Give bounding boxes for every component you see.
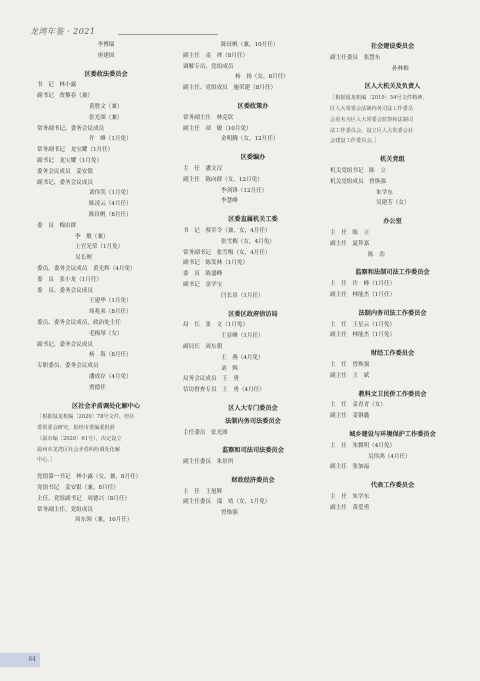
section-note: 区人大常委会法制内务司法工作委员 bbox=[330, 105, 414, 112]
entry-line: 副主任委员 朱景所 bbox=[183, 459, 234, 466]
entry-line: 常务副书记 张雪梅（女，4月任） bbox=[183, 249, 271, 256]
section-heading: 机关党组 bbox=[380, 156, 405, 164]
entry-line: 副书记 金学宝 bbox=[183, 281, 223, 288]
entry-line: 副主任 黄爱勇 bbox=[330, 504, 370, 511]
entry-line: 主任、党组副书记 周德兴（8月任） bbox=[37, 495, 131, 502]
section-note: 委常委会研究，报经市委编委批准 bbox=[37, 425, 115, 432]
column-left bbox=[37, 40, 175, 526]
page-number-tab bbox=[0, 653, 40, 667]
section-note: 法工作委员会，设立区人大常委会社 bbox=[330, 127, 414, 134]
entry-line: 唐建国 bbox=[97, 52, 115, 59]
header-rule bbox=[118, 34, 218, 35]
entry-line: 主 任 潘文汉 bbox=[183, 165, 223, 172]
entry-line: 信访督查专员 王 勇（4月任） bbox=[183, 387, 265, 394]
entry-line: 杨 扬（女，8月任） bbox=[235, 74, 289, 81]
entry-line: 主 任 朱学东 bbox=[330, 493, 370, 500]
entry-line: 张雪梅（女，4月免） bbox=[221, 238, 275, 245]
section-heading: 区人大机关及负责人 bbox=[364, 83, 421, 91]
entry-line: 书 记 蔡军令（兼，女，4月任） bbox=[183, 227, 271, 234]
entry-line: 副主任 张加福 bbox=[330, 464, 370, 471]
entry-line: 许 峰（1月免） bbox=[89, 136, 132, 143]
section-heading: 区委编办 bbox=[240, 154, 266, 162]
section-note: 温州市龙湾区社会矛盾纠纷调处化解 bbox=[37, 446, 121, 453]
spacer bbox=[37, 394, 175, 400]
entry-line: 委 员 陈盛峰 bbox=[183, 271, 223, 278]
entry-line: 吴建芳（女） bbox=[376, 200, 410, 207]
spacer bbox=[330, 260, 455, 266]
section-heading: 办公室 bbox=[383, 218, 402, 226]
section-heading: 区社会矛盾调处化解中心 bbox=[71, 402, 141, 410]
entry-line: 委务会议成员 姜安银 bbox=[37, 168, 93, 175]
entry-line: 机关党组书记 陈 立 bbox=[330, 167, 386, 174]
spacer bbox=[183, 94, 323, 100]
section-note: ［根据温龙机编〔2020〕78号文件，经区 bbox=[37, 414, 135, 421]
entry-line: 周东领（兼，10月任） bbox=[75, 517, 133, 524]
entry-line: 副书记 龙宝耀（1月免） bbox=[37, 157, 103, 164]
entry-line: 常务副主任、党组成员 bbox=[37, 506, 93, 513]
entry-line: 潘成存（4月免） bbox=[89, 373, 132, 380]
section-heading: 财政经济委员会 bbox=[231, 476, 275, 484]
spacer bbox=[183, 438, 323, 444]
entry-line: 陈凌云（4月任） bbox=[89, 201, 132, 208]
entry-line: 主 任 王星云（1月免） bbox=[330, 321, 396, 328]
running-header: 龙湾年鉴 · 2021 bbox=[30, 27, 96, 36]
spacer bbox=[330, 473, 455, 479]
section-heading: 教科文卫民侨工作委员会 bbox=[358, 390, 427, 398]
entry-line: 党组第一书记 林小露（女，兼，8月任） bbox=[37, 474, 142, 481]
section-heading: 社会建设委员会 bbox=[370, 43, 415, 50]
spacer bbox=[183, 302, 323, 308]
spacer bbox=[330, 74, 455, 80]
entry-line: 主 任 朱微明（4月免） bbox=[330, 442, 396, 449]
spacer bbox=[183, 207, 323, 213]
entry-line: 副主任委员 邵 靖（女，1月免） bbox=[183, 499, 271, 506]
section-heading: 区人大专门委员会 bbox=[228, 404, 278, 412]
section-note: 中心。］ bbox=[37, 457, 56, 464]
entry-line: 委员、委务会议成员，政治处主任 bbox=[37, 319, 121, 326]
entry-line: 李 敏（兼） bbox=[75, 233, 109, 240]
section-note: 会更名为区人大常委会监察和法制司 bbox=[330, 116, 414, 123]
spacer bbox=[330, 382, 455, 388]
entry-line: 副书记 贾黎春（兼） bbox=[37, 93, 93, 100]
spacer bbox=[330, 147, 455, 153]
entry-line: 委员、委务会议成员 黄光辉（4月免） bbox=[37, 265, 136, 272]
entry-line: 调解专员、党组成员 bbox=[183, 63, 234, 70]
entry-line: 主 任 姜青青（女） bbox=[330, 402, 386, 409]
section-heading: 城乡建设与环境保护工作委员会 bbox=[349, 430, 436, 438]
entry-line: 副主任 陈向群（女，12月免） bbox=[183, 176, 263, 183]
entry-line: 主 任 许 峰（1月任） bbox=[330, 281, 396, 288]
entry-line: 杨 海（8月任） bbox=[89, 352, 132, 359]
entry-line: 王显峰（1月任） bbox=[221, 333, 264, 340]
entry-line: 上官光荣（1月免） bbox=[75, 244, 124, 251]
entry-line: 孙林根 bbox=[392, 65, 409, 72]
section-heading: 区委直属机关工委 bbox=[228, 216, 278, 224]
entry-line: 王建华（1月免） bbox=[89, 298, 132, 305]
entry-line: 常务副主任 林克钦 bbox=[183, 114, 234, 121]
entry-line: 副主任 林能杰（1月免） bbox=[330, 332, 396, 339]
entry-line: 张光图（兼） bbox=[89, 114, 123, 121]
entry-line: 吴长理 bbox=[75, 255, 92, 262]
column-right bbox=[330, 40, 455, 513]
entry-line: 局 长 张 文（1月免） bbox=[183, 322, 249, 329]
entry-line: 陈征帆（8月任） bbox=[89, 211, 132, 218]
section-heading: 区委政策办 bbox=[237, 102, 269, 110]
entry-line: 副主任、党组成员 施荣建（8月任） bbox=[183, 85, 277, 92]
entry-line: 副局长 周东朝 bbox=[183, 343, 223, 350]
entry-line: 副主任 夏拜嘉 bbox=[330, 240, 370, 247]
entry-line: 专职委员、委务会议成员 bbox=[37, 363, 99, 370]
entry-line: 主 任 陈 立 bbox=[330, 229, 370, 236]
entry-line: 吴伟鸿（4月任） bbox=[368, 453, 411, 460]
page-number: 64 bbox=[28, 656, 36, 663]
entry-line: 副书记、委务会议成员 bbox=[37, 179, 93, 186]
spacer bbox=[37, 62, 175, 68]
entry-line: 副主任委员 张慧东 bbox=[330, 54, 381, 61]
spacer bbox=[183, 145, 323, 151]
entry-line: 周兆弟（8月任） bbox=[89, 309, 132, 316]
entry-line: 曾焕强 bbox=[221, 510, 238, 517]
entry-line: 副主任 南 禅（8月任） bbox=[183, 52, 249, 59]
entry-line: 王 燕（4月免） bbox=[221, 354, 264, 361]
spacer bbox=[183, 396, 323, 402]
spacer bbox=[330, 341, 455, 347]
entry-line: 副主任 项 敏（10月免） bbox=[183, 125, 252, 132]
section-heading: 代表工作委员会 bbox=[370, 482, 415, 490]
section-heading: 财经工作委员会 bbox=[370, 350, 415, 358]
entry-line: 副书记、委务会议成员 bbox=[37, 341, 93, 348]
spacer bbox=[330, 209, 455, 215]
entry-line: 陈 浩 bbox=[368, 251, 385, 258]
section-heading: 法制内务司法工作委员会 bbox=[358, 309, 427, 317]
entry-line: 陈征帆（兼，10月任） bbox=[221, 42, 279, 48]
entry-line: 闫长景（1月任） bbox=[221, 292, 264, 299]
entry-line: 毛梅琴（女） bbox=[89, 330, 123, 337]
spacer bbox=[183, 468, 323, 474]
entry-line: 李剑锋（12月任） bbox=[221, 187, 268, 194]
entry-line: 常务副书记、委务会议成员 bbox=[37, 125, 105, 132]
entry-line: 主任委员 张光图 bbox=[183, 429, 228, 436]
entry-line: 委 员 张小龙（1月任） bbox=[37, 276, 103, 283]
entry-line: 副主任 姜钢鑫 bbox=[330, 413, 370, 420]
spacer bbox=[330, 422, 455, 428]
entry-line: 黄胜文（兼） bbox=[89, 103, 123, 110]
entry-line: 刘伟笑（1月免） bbox=[89, 190, 132, 197]
entry-line: 主 任 曾焕强 bbox=[330, 361, 370, 368]
section-note: 会建设工作委员会。］ bbox=[330, 138, 380, 145]
entry-line: 委 员 梅由群 bbox=[37, 222, 77, 229]
entry-line: 委 员、委务会议成员 bbox=[37, 287, 93, 294]
entry-line: 主 任 王旭辉 bbox=[183, 488, 223, 495]
entry-line: 副书记 陈发林（1月免） bbox=[183, 260, 249, 267]
spacer bbox=[330, 301, 455, 307]
entry-line: 金明腾（女，12月任） bbox=[221, 136, 279, 143]
section-note: （温市编〔2020〕61号），决定设立 bbox=[37, 435, 122, 442]
section-heading: 监察和司法司法委员会 bbox=[222, 447, 284, 455]
entry-line: 李慧峰 bbox=[221, 198, 238, 205]
section-heading: 监察和法制司法工作委员会 bbox=[355, 269, 430, 277]
entry-line: 李博瑞 bbox=[97, 42, 115, 48]
section-note: ［根据温龙机编〔2019〕54号文件精神， bbox=[330, 95, 428, 102]
section-heading: 区委区政府信访局 bbox=[228, 310, 278, 318]
entry-line: 朱学东 bbox=[376, 189, 393, 196]
entry-line: 党组书记 姜安银（兼，8月任） bbox=[37, 485, 119, 492]
entry-line: 机关党组成员 曾焕强 bbox=[330, 178, 386, 185]
entry-line: 局务会议成员 王 勇 bbox=[183, 376, 239, 383]
entry-line: 刘 辉 bbox=[221, 365, 238, 372]
section-heading: 区委政法委员会 bbox=[84, 70, 128, 78]
section-heading: 法制内务司法委员会 bbox=[225, 417, 281, 425]
column-middle bbox=[183, 40, 323, 519]
entry-line: 副主任 林能杰（1月任） bbox=[330, 291, 396, 298]
entry-line: 书 记 林小露 bbox=[37, 82, 77, 89]
entry-line: 常务副书记 龙宝耀（1月任） bbox=[37, 147, 114, 154]
entry-line: 副主任 王 斌 bbox=[330, 372, 370, 379]
entry-line: 贾德任 bbox=[89, 384, 106, 391]
